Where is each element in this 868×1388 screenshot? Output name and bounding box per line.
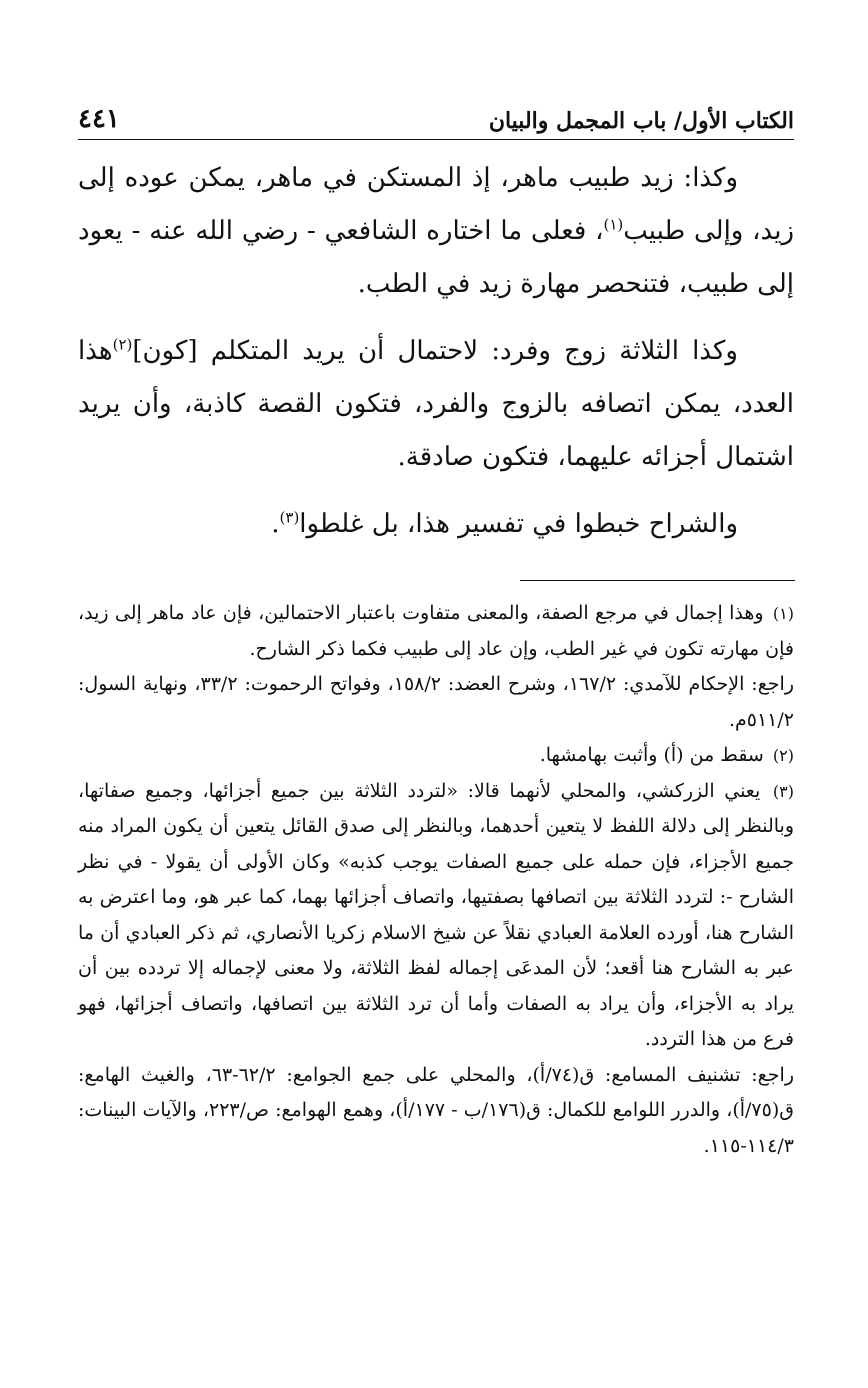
- body-paragraph-2: [78, 325, 794, 484]
- body-text: وكذا الثلاثة زوج وفرد: لاحتمال أن يريد المتكلم [كون]: [132, 336, 738, 366]
- running-title: الكتاب الأول/ باب المجمل والبيان: [488, 108, 794, 134]
- footnote-ref-2: (٢): [112, 335, 133, 354]
- footnote-text: يعني الزركشي، والمحلي لأنهما قالا: «لتردد الثلاثة بين جميع أجزائها، وجميع صفاتها، وبالنظر إلى دلالة اللفظ لا يتعين أحدهما، وبالنظر إلى صدق القائل يتعين أن يكون المراد منه جميع الأجزاء، فإن حمله على جميع الصفات يوجب كذبه» وكان الأولى أن يقولا - في نظر الشارح -: لتردد الثلاثة بين اتصافها بصفتيها، واتصاف أجزائها بهما، كما عبر هو، وما اعترض به الشارح هنا، أورده العلامة العبادي نقلاً عن شيخ الاسلام زكريا الأنصاري، ثم ذكر العبادي أن ما عبر به الشارح هنا أقعد؛ لأن المدعَى إجماله لفظ الثلاثة، ولا معنى لإجماله إلا تردده بين أن يراد به الأجزاء، وأن يراد به الصفات وأما أن ترد الثلاثة بين اتصافها، واتصاف أجزائها، فهو فرع من هذا التردد.: [78, 779, 794, 1050]
- page-header: [78, 92, 794, 132]
- footnote-rule: [520, 580, 795, 581]
- body-text: هذا العدد، يمكن اتصافه بالزوج والفرد، فتكون القصة كاذبة، وأن يريد اشتمال أجزائه عليهما، فتكون صادقة.: [78, 336, 794, 472]
- footnote-1: [78, 596, 794, 667]
- footnote-3-references: راجع: تشنيف المسامع: ق(٧٤/أ)، والمحلي على جمع الجوامع: ٦٢/٢-٦٣، والغيث الهامع: ق(٧٥/أ)، والدرر اللوامع للكمال: ق(١٧٦/ب - ١٧٧/أ)، وهمع الهوامع: ص/٢٢٣، والآيات البينات: ١١٤/٣-١١٥.: [78, 1063, 794, 1157]
- footnote-number: (٣): [772, 781, 794, 801]
- footnotes: [78, 596, 794, 1164]
- body-paragraph-1: [78, 152, 794, 311]
- header-rule: [78, 139, 794, 140]
- footnote-2: [78, 738, 794, 774]
- footnote-ref-1: (١): [603, 215, 624, 234]
- footnote-3: [78, 774, 794, 1058]
- footnote-text: وهذا إجمال في مرجع الصفة، والمعنى متفاوت باعتبار الاحتمالين، فإن عاد ماهر إلى زيد، فإن مهارته تكون في غير الطب، وإن عاد إلى طبيب فكما ذكر الشارح.: [78, 602, 794, 660]
- footnote-number: (١): [772, 604, 794, 623]
- footnote-text: سقط من (أ) وأثبت بهامشها.: [539, 744, 764, 766]
- body-text: ، فعلى ما اختاره الشافعي - رضي الله عنه - يعود إلى طبيب، فتنحصر مهارة زيد في الطب.: [78, 216, 794, 299]
- footnote-number: (٢): [772, 746, 794, 765]
- footnote-1-references: راجع: الإحكام للآمدي: ١٦٧/٢، وشرح العضد: ١٥٨/٢، وفواتح الرحموت: ٣٣/٢، ونهاية السول: ٥١١/٢م.: [78, 673, 794, 731]
- body-paragraph-3: [78, 498, 794, 551]
- body-text: .: [271, 509, 280, 539]
- body-text: والشراح خبطوا في تفسير هذا، بل غلطوا: [299, 509, 738, 539]
- footnote-ref-3: (٣): [279, 508, 300, 527]
- main-text: [78, 152, 794, 565]
- page-number: ٤٤١: [78, 104, 120, 134]
- body-text: وكذا: زيد طبيب ماهر، إذ المستكن في ماهر، يمكن عوده إلى زيد، وإلى طبيب: [78, 163, 795, 246]
